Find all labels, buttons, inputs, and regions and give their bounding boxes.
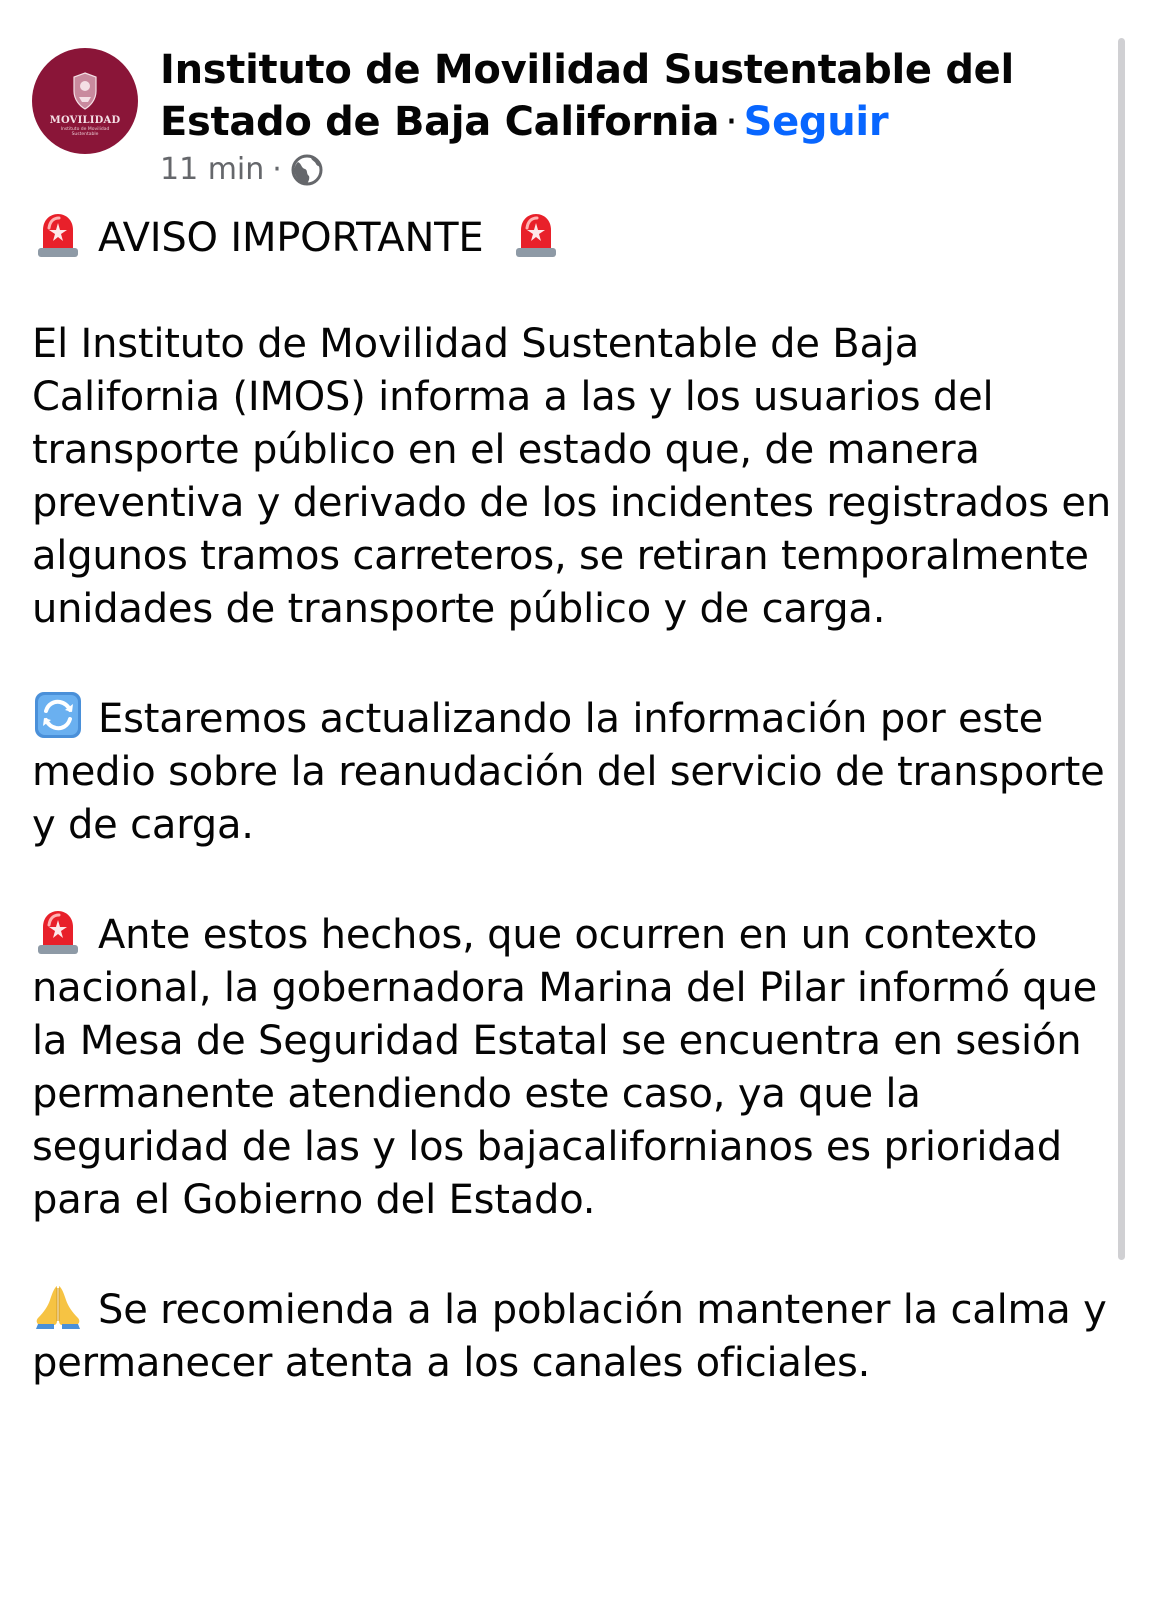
crest-icon — [68, 71, 102, 111]
post-paragraph-4-text: Se recomienda a la población mantener la calma y permanecer atenta a los canales oficiales. — [32, 1287, 1107, 1386]
page-name-link[interactable]: Instituto de Movilidad Sustentable del Estado de Baja California — [160, 47, 1014, 145]
folded-hands-icon — [32, 1280, 84, 1332]
post-timestamp[interactable]: 11 min — [160, 152, 265, 187]
meta-separator: · — [272, 152, 282, 187]
title-block — [160, 44, 1090, 190]
post-heading — [32, 208, 1112, 265]
rotating-light-icon — [510, 208, 562, 260]
post-meta — [160, 150, 1090, 190]
post-heading-text: AVISO IMPORTANTE — [98, 215, 484, 261]
post-paragraph-2-text: Estaremos actualizando la información por este medio sobre la reanudación del servicio de transporte y de carga. — [32, 696, 1105, 848]
globe-icon[interactable] — [290, 153, 324, 187]
avatar-logo-subtext: Instituto de Movilidad Sustentable — [60, 127, 110, 137]
post-paragraph-2 — [32, 689, 1112, 852]
scrollbar[interactable] — [1118, 38, 1125, 1260]
post-paragraph-3 — [32, 905, 1112, 1227]
post-paragraph-1: El Instituto de Movilidad Sustentable de Baja California (IMOS) informa a las y los usuarios del transporte público en el estado que, de manera preventiva y derivado de los incidentes registrados en algunos tramos carreteros, se retiran temporalmente unidades de transporte público y de carga. — [32, 321, 1111, 632]
title-separator: · — [725, 99, 738, 145]
page-avatar[interactable] — [32, 48, 138, 154]
post-paragraph-3-text: Ante estos hechos, que ocurren en un contexto nacional, la gobernadora Marina del Pilar informó que la Mesa de Seguridad Estatal se encuentra en sesión permanente atendiendo este caso, ya que la seguridad de las y los bajacalifornianos es prioridad para el Gobierno del Estado. — [32, 912, 1097, 1223]
post-paragraph-4 — [32, 1280, 1112, 1390]
follow-button[interactable]: Seguir — [743, 99, 889, 145]
post-body — [32, 208, 1112, 1443]
avatar-logo-text: MOVILIDAD — [49, 115, 121, 126]
rotating-light-icon — [32, 905, 84, 957]
rotating-light-icon — [32, 208, 84, 260]
page-title-line — [160, 44, 1090, 148]
refresh-icon — [32, 689, 84, 741]
